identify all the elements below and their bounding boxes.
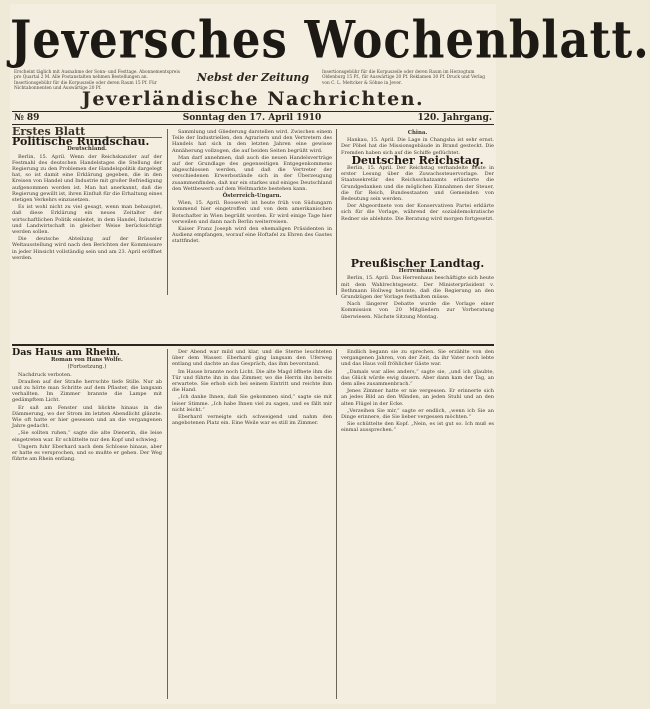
newspaper-page [10,4,650,704]
erstes-blatt: Erstes Blatt [12,129,162,138]
feuilleton-column-2 [172,349,332,699]
article-paragraph: Es ist wohl nicht zu viel gesagt, wenn man behauptet, daß diese Erklärung ein neues Zeitalter der wirtschaftlichen Politik einleitet, in dem Handel, Industrie und Landwirtschaft in gleicher Weise berücksichtigt werden sollen. [12,204,162,236]
supplement-title: Jeverländische Nachrichten. [81,88,425,110]
article-paragraph: Sammlung und Gliederung darstellen wird. Zwischen einem Teile der Industriellen, den Agrariern und den Vertretern des Handels hat sich in den letzten Jahren eine gewisse Annäherung vollzogen, die auf beiden Seiten begrüßt wird. [172,129,332,154]
country-heading: China. [407,130,428,136]
novel-paragraph: Sie schüttelte den Kopf. „Nein, es ist gut so. Ich muß es einmal aussprechen.“ [341,421,494,434]
column-3 [341,129,494,257]
novel-paragraph: Der Abend war mild und klar, und die Sterne leuchteten über dem Wasser. Eberhard ging langsam den Uferweg entlang und dachte an das Gespräch, das ihm bevorstand. [172,349,332,368]
chamber-heading: Herrenhaus. [398,268,437,275]
novel-paragraph: „Ich danke Ihnen, daß Sie gekommen sind,“ sagte sie mit leiser Stimme. „Ich habe Ihnen viel zu sagen, und es fällt mir nicht leicht.“ [172,394,332,413]
country-heading: Deutschland. [67,146,107,153]
novel-paragraph: Eberhard verneigte sich schweigend und nahm den angebotenen Platz ein. Eine Weile war es still im Zimmer. [172,414,332,427]
article-paragraph: Kaiser Franz Joseph wird den ehemaligen Präsidenten in Audienz empfangen, worauf eine Hoftafel zu Ehren des Gastes stattfindet. [172,226,332,245]
column-rule [336,129,337,295]
feuilleton-column-1 [12,349,162,699]
politics-title: Politische Rundschau. [12,135,150,149]
masthead-title: Jeversches Wochenblatt. [10,8,650,70]
left-notice: Erscheint täglich mit Ausnahme der Sonn- und Festtage. Abonnementspreis pro Quartal 2 M. Alle Postanstalten nehmen Bestellungen an. Insertionsgebühr für die Korpuszeile oder deren Raum 15 Pf. Für Nichtabonnenten und Auswärtige 20 Pf. [14,70,180,92]
issue-number: № 89 [14,113,40,123]
novel-paragraph: „Sie sollten ruhen,“ sagte die alte Dienerin, die leise eingetreten war. Er schüttelte nur den Kopf und schwieg. [12,430,162,443]
article-paragraph: Hankau, 15. April. Die Lage in Changsha ist sehr ernst. Der Pöbel hat die Missionsgebäude in Brand gesteckt. Die Fremden haben sich auf die Schiffe geflüchtet. [341,137,494,156]
novel-paragraph: Endlich begann sie zu sprechen. Sie erzählte von den vergangenen Jahren, von der Zeit, da ihr Vater noch lebte und das Haus voll fröhlicher Gäste war. [341,349,494,368]
issue-date: Sonntag den 17. April 1910 [182,113,322,123]
dateline [12,111,494,125]
novel-paragraph: Draußen auf der Straße herrschte tiefe Stille. Nur ab und zu hörte man Schritte auf dem Pflaster, die langsam verhallten. Im Zimmer brannte die Lampe mit gedämpftem Licht. [12,378,162,404]
reichstag-title: Deutscher Reichstag. [351,153,484,167]
article-paragraph: Berlin, 15. April. Das Herrenhaus beschäftigte sich heute mit dem Wahlrechtsgesetz. Der Ministerpräsident v. Bethmann Hollweg betonte, daß die Regierung an den Grundzügen der Vorlage festhalten müsse. [341,275,494,301]
novel-paragraph: „Damals war alles anders,“ sagte sie, „und ich glaubte, das Glück würde ewig dauern. Aber dann kam der Tag, an dem alles zusammenbrach.“ [341,368,494,388]
feuilleton-rule [12,344,494,346]
article-paragraph: Wien, 15. April. Roosevelt ist heute früh von Südungarn kommend hier eingetroffen und von dem amerikanischen Botschafter in Wien begrüßt worden. Er wird einige Tage hier verweilen und dann nach Berlin weiterreisen. [172,200,332,225]
masthead [10,8,650,110]
novel-continuation: (Fortsetzung.) [67,364,107,371]
article-paragraph: Nach längerer Debatte wurde die Vorlage einer Kommission von 20 Mitgliedern zur Vorberatung überwiesen. Nächste Sitzung Montag. [341,301,494,320]
article-paragraph: Man darf annehmen, daß auch die neuen Handelsverträge auf der Grundlage des gegenseitigen Entgegenkommens abgeschlossen werden, und daß die Vertreter der verschiedenen Erwerbsstände sich in der Überzeugung zusammenfinden, daß nur ein starkes und einiges Deutschland den Wettbewerb auf dem Weltmarkte bestehen kann. [172,154,332,192]
column-rule [167,349,168,699]
novel-paragraph: Im Hause brannte noch Licht. Die alte Magd öffnete ihm die Tür und führte ihn in das Zimmer, wo die Herrin ihn bereits erwartete. Sie erhob sich bei seinem Eintritt und reichte ihm die Hand. [172,368,332,394]
novel-title: Das Haus am Rhein. [12,347,120,358]
landtag-title: Preußischer Landtag. [350,257,485,270]
column-2 [172,129,332,295]
novel-byline: Roman von Hans Wolfe. [51,357,123,364]
issue-volume: 120. Jahrgang. [417,113,492,123]
novel-paragraph: Nachdruck verboten. [18,371,72,378]
feuilleton-column-3 [341,349,494,699]
novel-paragraph: Ungern fuhr Eberhard nach dem Schlosse hinaus, aber er hatte es versprochen, und so mußte er gehen. Der Weg führte am Rhein entlang. [12,443,162,463]
novel-paragraph: „Verzeihen Sie mir,“ sagte er endlich, „wenn ich Sie an Dinge erinnere, die Sie lieber vergessen möchten.“ [341,407,494,421]
masthead-subtitle: Nebst der Zeitung [196,71,310,84]
article-paragraph: Die deutsche Abteilung auf der Brüsseler Weltausstellung wird nach den Berichten der Kommissare in jeder Hinsicht vollständig sein und am 23. April eröffnet werden. [12,236,162,261]
article-paragraph: Der Abgeordnete von der Konservativen Partei erklärte sich für die Vorlage, während der sozialdemokratische Redner sie ablehnte. Die Beratung wird morgen fortgesetzt. [341,203,494,222]
novel-paragraph: Jenes Zimmer hatte er nie vergessen. Er erinnerte sich an jedes Bild an den Wänden, an jeden Stuhl und an den alten Flügel in der Ecke. [341,388,494,407]
novel-paragraph: Er saß am Fenster und blickte hinaus in die Dämmerung, wo der Strom im letzten Abendlicht glänzte. Wie oft hatte er hier gesessen und an die vergangenen Jahre gedacht. [12,404,162,430]
column-1 [12,125,163,295]
column-rule [336,349,337,699]
article-paragraph: Berlin, 15. April. Wenn der Reichskanzler auf der Festmahl des deutschen Handelstages die Stellung der Regierung zu den Problemen der Handelspolitik dargelegt hat, so ist damit eine Erklärung gegeben, die in den Kreisen von Handel und Industrie mit großer Befriedigung aufgenommen worden ist. Man hat anerkannt, daß die Regierung gewillt ist, ihren Einfluß für die Erhaltung eines stetigen Verkehrs einzusetzen. [12,153,163,204]
country-heading: Österreich-Ungarn. [222,193,282,200]
right-notice: Insertionsgebühr für die Korpuszeile oder deren Raum im Herzogtum Oldenburg 15 Pf., für Auswärtige 20 Pf. Reklamen 30 Pf. Druck und Verlag von C. L. Mettcker & Söhne in Jever. [322,70,485,86]
article-paragraph: Berlin, 15. April. Der Reichstag verhandelte heute in erster Lesung über die Zuwachssteuervorlage. Der Staatssekretär des Reichsschatzamts erläuterte die Grundgedanken und die möglichen Einnahmen der Steuer, die für Reich, Bundesstaaten und Gemeinden von Bedeutung sein werden. [341,165,494,203]
column-rule [167,129,168,295]
column-3b [341,259,494,339]
